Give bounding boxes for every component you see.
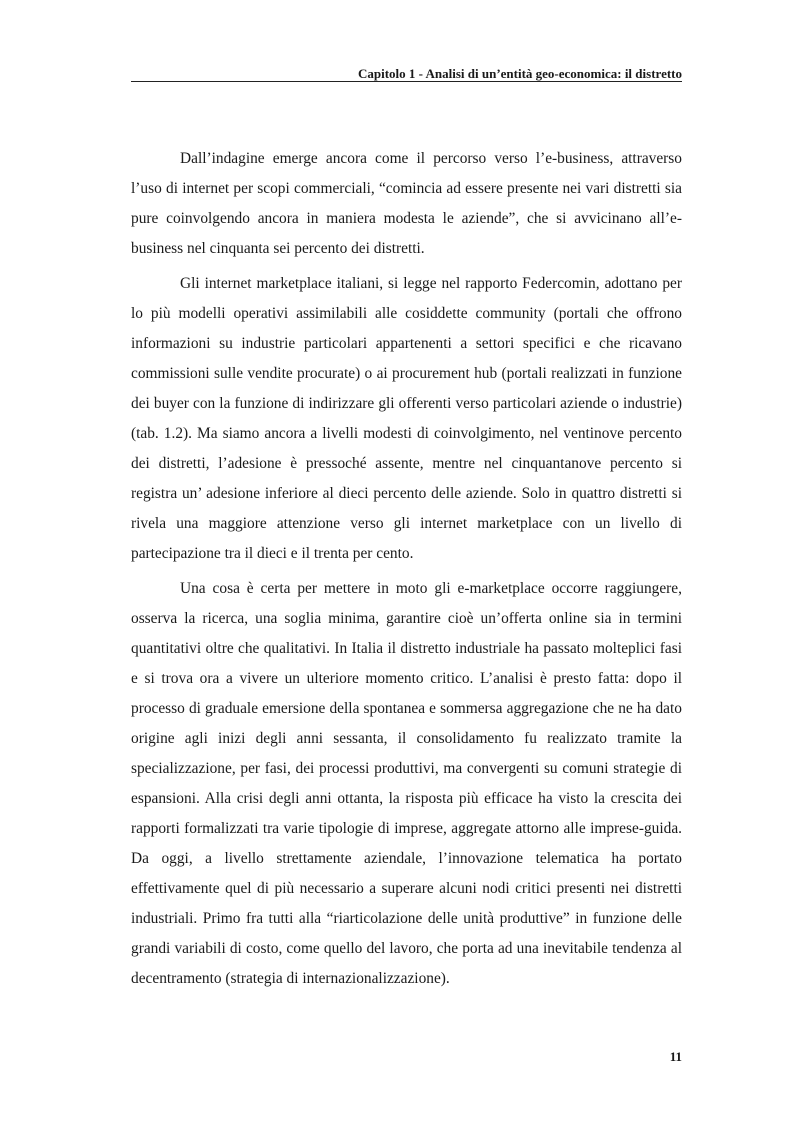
body-text	[131, 144, 682, 999]
running-header: Capitolo 1 - Analisi di un’entità geo-economica: il distretto	[357, 66, 682, 81]
paragraph-2: Gli internet marketplace italiani, si legge nel rapporto Federcomin, adottano per lo più modelli operativi assimilabili alle cosiddette community (portali che offrono informazioni su industrie particolari appartenenti a settori specifici e che ricavano commissioni sulle vendite procurate) o ai procurement hub (portali realizzati in funzione dei buyer con la funzione di indirizzare gli offerenti verso particolari aziende o industrie) (tab. 1.2). Ma siamo ancora a livelli modesti di coinvolgimento, nel ventinove percento dei distretti, l’adesione è pressoché assente, mentre nel cinquantanove percento si registra un’ adesione inferiore al dieci percento delle aziende. Solo in quattro distretti si rivela una maggiore attenzione verso gli internet marketplace con un livello di partecipazione tra il dieci e il trenta per cento.	[131, 275, 682, 562]
paragraph-3: Una cosa è certa per mettere in moto gli e-marketplace occorre raggiungere, osserva la ricerca, una soglia minima, garantire cioè un’offerta online sia in termini quantitativi oltre che qualitativi. In Italia il distretto industriale ha passato molteplici fasi e si trova ora a vivere un ulteriore momento critico. L’analisi è presto fatta: dopo il processo di graduale emersione della spontanea e sommersa aggregazione che ne ha dato origine agli inizi degli anni sessanta, il consolidamento fu realizzato tramite la specializzazione, per fasi, dei processi produttivi, ma convergenti su comuni strategie di espansioni. Alla crisi degli anni ottanta, la risposta più efficace ha visto la crescita dei rapporti formalizzati tra varie tipologie di imprese, aggregate attorno alle imprese-guida. Da oggi, a livello strettamente aziendale, l’innovazione telematica ha portato effettivamente quel di più necessario a superare alcuni nodi critici presenti nei distretti industriali. Primo fra tutti alla “riarticolazione delle unità produttive” in funzione delle grandi variabili di costo, come quello del lavoro, che porta ad una inevitabile tendenza al decentramento (strategia di internazionalizzazione).	[131, 580, 682, 987]
header-rule	[131, 81, 682, 82]
page-number: 11	[669, 1049, 682, 1064]
paragraph-1: Dall’indagine emerge ancora come il percorso verso l’e-business, attraverso l’uso di internet per scopi commerciali, “comincia ad essere presente nei vari distretti sia pure coinvolgendo ancora in maniera modesta le aziende”, che si avvicinano all’e-business nel cinquanta sei percento dei distretti.	[131, 150, 682, 257]
